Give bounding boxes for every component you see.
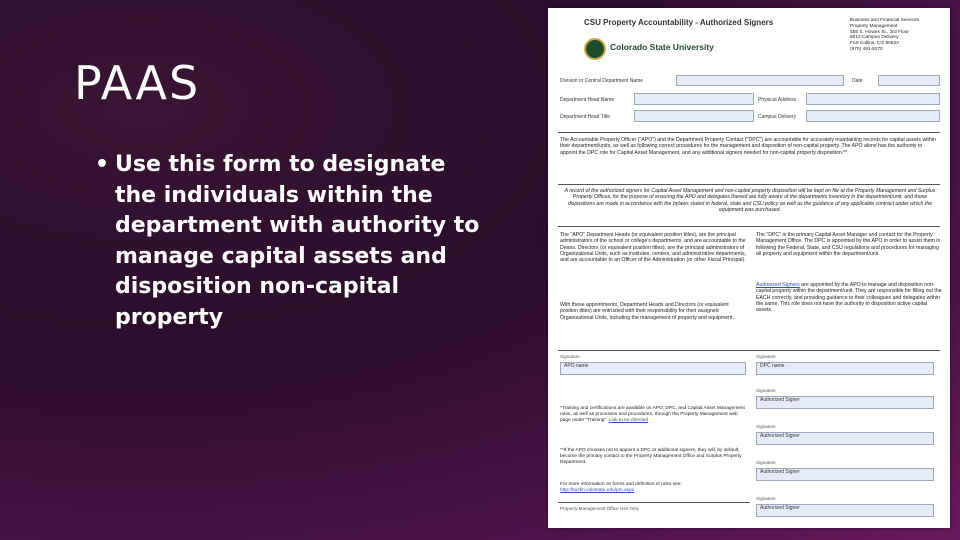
dpc-name-label: DPC name — [760, 363, 785, 369]
bullet-dot: • — [95, 152, 110, 177]
authorized-signer-field-2[interactable] — [756, 432, 934, 445]
signature-label: Signature — [560, 354, 580, 359]
office-use-label: Property Management Office Use Only — [560, 506, 639, 511]
more-info-url[interactable]: http://busfin.colostate.edu/pm.aspx — [560, 487, 635, 493]
training-footnote-text: *Training and certifications are available on APO, DPC, and Capital Asset Management roles, as well as processes and procedures, through the Property Management web page under "Training". — [560, 406, 745, 423]
form-document-image — [548, 8, 950, 528]
authorized-signers-desc: are appointed by the APO to manage and disposition non-capital property within the department/unit. They are responsible for filling out the EACH correctly, and providing guidance to their colleagues and delegates within the same. This role does not have the authority to disposition active capital assets. — [756, 282, 942, 314]
dept-head-name-field[interactable] — [634, 93, 754, 105]
divider — [558, 184, 940, 185]
university-seal-icon — [584, 38, 606, 60]
dept-head-name-label: Department Head Name — [560, 97, 615, 103]
date-label: Date — [852, 78, 863, 84]
training-link[interactable]: Link to be directed — [608, 417, 649, 423]
dpc-signature-field[interactable] — [756, 362, 934, 375]
authorized-signer-label: Authorized Signer — [760, 505, 800, 511]
date-field[interactable] — [878, 75, 940, 86]
signature-label: Signature — [756, 354, 776, 359]
address-line: Fort Collins, CO 80523 — [850, 41, 899, 47]
university-name: Colorado State University — [610, 42, 714, 52]
apo-name-label: APO name — [564, 363, 589, 369]
authorized-signer-label: Authorized Signer — [760, 433, 800, 439]
signature-label: Signature — [756, 424, 776, 429]
divider — [558, 226, 940, 227]
office-address — [850, 18, 946, 53]
authorized-signers-link[interactable]: Authorized Signers — [756, 282, 800, 288]
department-name-field[interactable] — [676, 75, 844, 86]
campus-delivery-label: Campus Delivery — [758, 114, 797, 120]
apo-signature-field[interactable] — [560, 362, 746, 375]
slide-title: PAAS — [74, 56, 201, 110]
physical-address-field[interactable] — [806, 93, 940, 105]
bullet-text: Use this form to designate the individuals within the department with authority to manage capital assets and disposition non-capital property — [115, 152, 480, 330]
divider — [558, 350, 940, 351]
intro-paragraph: The Accountable Property Officer ("APO") and the Department Property Contact ("DPC") are accountable for accurately maintaining records for capital assets within their department/units, as well as following correct procedures for the management and disposition of non-capital property. The APO alone has the authority to appoint the DPC role for Capital Asset Management, and any additional signers needed for non-capital property disposition.** — [560, 137, 936, 156]
apo-appointments-text: With these appointments, Department Heads and Directors (or equivalent position titles) are entrusted with their responsibility for their assigned Organizational Units, including the management of property and equipment. — [560, 302, 734, 321]
dept-head-title-field[interactable] — [634, 110, 754, 122]
authorized-signers-text — [756, 282, 942, 313]
campus-delivery-field[interactable] — [806, 110, 940, 122]
authorized-signer-field-4[interactable] — [756, 504, 934, 517]
address-line: (970) 491-5270 — [850, 46, 883, 52]
address-line: 555 S. Howes St., 3rd Floor — [850, 29, 909, 35]
default-contact-footnote: **If the APO chooses not to appoint a DPC or additional signers, they will, by default, become the primary contact to the Property Management Office and Surplus Property Department. — [560, 448, 742, 465]
dpc-description: The "DPC" is the primary Capital Asset Manager and contact for the Property Management Office. The DPC is appointed by the APO in order to assist them in following the Federal, State, and CSU regulations and procedures for managing all property and equipment within the department/unit. — [756, 232, 941, 257]
records-note: A record of the authorized signers for Capital Asset Management and non-capital property disposition will be kept on file at the Property Management and Surplus Property Offices, for the purpose of ensuring the APO and delegates thereof are fully aware of the departments inventory in the department/unit, and those dispositions are made in accordance with the bylaws stated in federal, state and CSU policy as well as the guidance of any applicable contract under which the equipment was purchased. — [564, 188, 936, 213]
signature-label: Signature — [756, 460, 776, 465]
signature-label: Signature — [756, 496, 776, 501]
address-line: Business and Financial Services — [850, 18, 920, 23]
physical-address-label: Physical Address — [758, 97, 797, 103]
authorized-signer-label: Authorized Signer — [760, 397, 800, 403]
department-name-label: Division or Central Department Name — [560, 78, 644, 84]
training-footnote — [560, 406, 746, 423]
bullet-list — [95, 150, 490, 333]
authorized-signer-field-3[interactable] — [756, 468, 934, 481]
form-title: CSU Property Accountability - Authorized Signers — [584, 18, 774, 27]
signature-label: Signature — [756, 388, 776, 393]
divider — [558, 132, 940, 133]
divider — [558, 502, 750, 503]
authorized-signer-label: Authorized Signer — [760, 469, 800, 475]
authorized-signer-field-1[interactable] — [756, 396, 934, 409]
apo-description: The "APO" Department Heads (or equivalent position titles), are the principal administrators of the school or college's departments, and are accountable to the Deans. Directors (or equivalent position titles), are the principal administrators of Organizational Units, such as institutes, centers, and administrative departments, and are accountable to an Officer of the Administration (or other Fiscal Principal). — [560, 232, 746, 264]
more-info-text: For more information on forms and definition of roles see: — [560, 482, 682, 487]
dept-head-title-label: Department Head Title — [560, 114, 611, 120]
address-line: Property Management — [850, 23, 898, 29]
address-line: 6013 Campus Delivery — [850, 35, 899, 41]
more-info-footnote — [560, 482, 746, 494]
